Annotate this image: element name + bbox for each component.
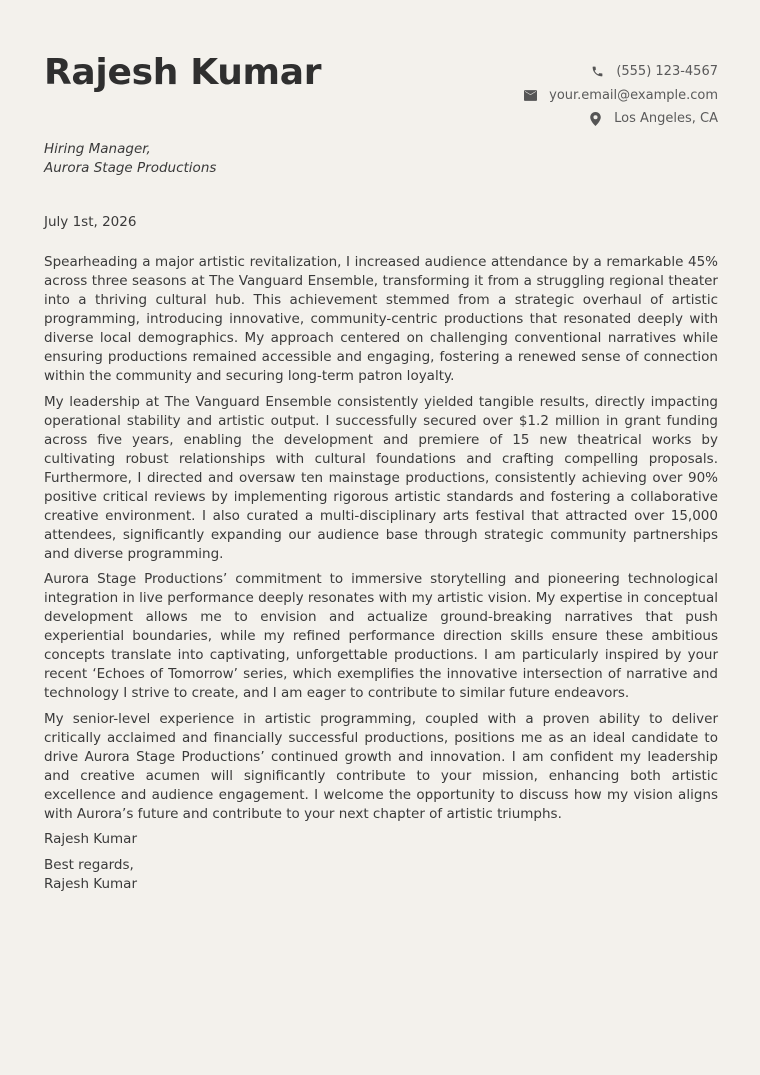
- contact-email: [523, 84, 718, 108]
- applicant-name: Rajesh Kumar: [44, 52, 322, 93]
- closing-name: Rajesh Kumar: [44, 876, 138, 892]
- phone-icon: [590, 65, 604, 79]
- contact-phone: [523, 60, 718, 84]
- paragraph-4: My senior-level experience in artistic programming, coupled with a proven ability to deliver critically acclaimed and financially successful productions, positions me as an ideal candidate to drive Aurora Stage Productions’ continued growth and innovation. I am confident my leadership and creative acumen will significantly contribute to your mission, enhancing both artistic excellence and audience engagement. I welcome the opportunity to discuss how my vision aligns with Aurora’s future and contribute to your next chapter of artistic triumphs.: [44, 710, 718, 822]
- phone-text: (555) 123-4567: [616, 64, 718, 80]
- cover-letter-page: [44, 0, 718, 1075]
- letter-body: [44, 253, 718, 894]
- recipient-block: [44, 140, 216, 178]
- letter-date: July 1st, 2026: [44, 214, 137, 230]
- email-text: your.email@example.com: [549, 87, 718, 103]
- envelope-icon: [523, 88, 537, 102]
- paragraph-2: My leadership at The Vanguard Ensemble consistently yielded tangible results, directly impacting operational stability and artistic output. I successfully secured over $1.2 million in grant funding across five years, enabling the development and premiere of 15 new theatrical works by cultivating robust relationships with cultural foundations and crafting compelling proposals. Furthermore, I directed and oversaw ten mainstage productions, consistently achieving over 90% positive critical reviews by implementing rigorous artistic standards and fostering a collaborative creative environment. I also curated a multi-disciplinary arts festival that attracted over 15,000 attendees, significantly expanding our audience base through strategic community partnerships and diverse programming.: [44, 393, 718, 562]
- location-text: Los Angeles, CA: [614, 111, 718, 127]
- paragraph-1: Spearheading a major artistic revitalization, I increased audience attendance by a remarkable 45% across three seasons at The Vanguard Ensemble, transforming it from a struggling regional theater into a thriving cultural hub. This achievement stemmed from a strategic overhaul of artistic programming, introducing innovative, community-centric productions that resonated deeply with diverse local demographics. My approach centered on challenging conventional narratives while ensuring productions remained accessible and engaging, fostering a renewed sense of connection within the community and securing long-term patron loyalty.: [44, 254, 718, 384]
- map-pin-icon: [588, 112, 602, 126]
- recipient-company: Aurora Stage Productions: [44, 160, 217, 176]
- paragraph-3: Aurora Stage Productions’ commitment to immersive storytelling and pioneering technological integration in live performance deeply resonates with my artistic vision. My expertise in conceptual development allows me to envision and actualize ground-breaking narratives that push experiential boundaries, while my refined performance direction skills ensure these ambitious concepts translate into captivating, unforgettable productions. I am particularly inspired by your recent ‘Echoes of Tomorrow’ series, which exemplifies the innovative intersection of narrative and technology I strive to create, and I am eager to contribute to similar future endeavors.: [44, 571, 718, 701]
- contact-location: [523, 107, 718, 131]
- signature-name: Rajesh Kumar: [44, 831, 138, 847]
- closing-salutation: Best regards,: [44, 857, 134, 873]
- contact-block: [523, 60, 718, 131]
- recipient-title: Hiring Manager,: [44, 141, 151, 157]
